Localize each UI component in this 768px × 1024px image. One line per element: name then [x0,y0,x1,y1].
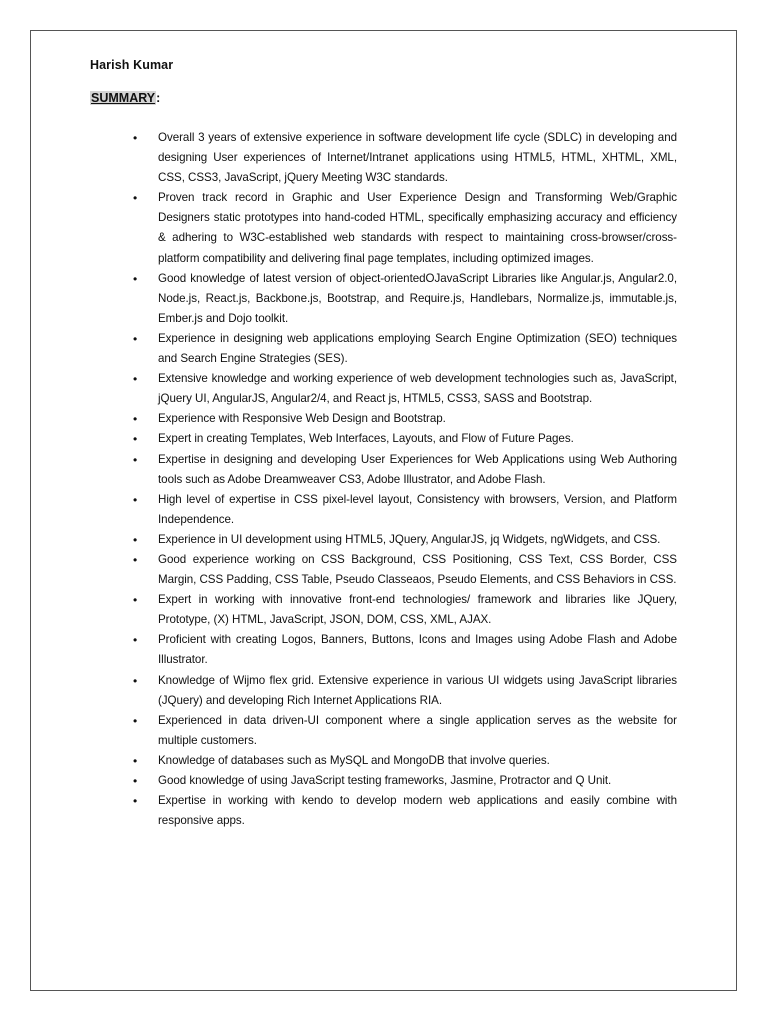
summary-item-text: Knowledge of Wijmo flex grid. Extensive experience in various UI widgets using JavaScript libraries (JQuery) and developing Rich Internet Applications RIA. [158,673,677,707]
bullet-icon: • [133,452,138,467]
bullet-icon: • [133,552,138,567]
bullet-icon: • [133,713,138,728]
bullet-icon: • [133,372,138,387]
bullet-icon: • [133,774,138,788]
bullet-icon: • [133,633,138,648]
summary-item [131,791,677,831]
summary-item [131,128,677,188]
summary-item [131,429,677,449]
bullet-icon: • [133,593,138,608]
summary-item-text: Expert in working with innovative front-end technologies/ framework and libraries like JQuery, Prototype, (X) HTML, JavaScript, JSON, DOM, CSS, XML, AJAX. [158,593,677,627]
summary-item [131,269,677,329]
bullet-icon: • [133,753,138,768]
summary-colon: : [156,91,161,105]
summary-item-text: High level of expertise in CSS pixel-level layout, Consistency with browsers, Version, and Platform Independence. [158,492,677,526]
summary-list [131,128,677,831]
bullet-icon: • [133,412,138,427]
bullet-icon: • [133,331,138,346]
bullet-icon: • [133,131,138,145]
summary-item-text: Expertise in designing and developing User Experiences for Web Applications using Web Authoring tools such as Adobe Dreamweaver CS3, Adobe Illustrator, and Adobe Flash. [158,452,677,486]
summary-item [131,530,677,550]
summary-item-text: Proven track record in Graphic and User Experience Design and Transforming Web/Graphic Designers static prototypes into hand-coded HTML, specifically emphasizing accuracy and efficiency & adhering to W3C-established web standards with respect to maintaining cross-browser/cross-platform compatibility and delivering final page templates, including optimized images. [158,191,677,265]
summary-item [131,550,677,590]
summary-item-text: Good knowledge of latest version of object-orientedOJavaScript Libraries like Angular.js, Angular2.0, Node.js, React.js, Backbone.js, Bootstrap, and Require.js, Handlebars, Normalize.js, immutable.js, Ember.js and Dojo toolkit. [158,271,677,325]
summary-item-text: Knowledge of databases such as MySQL and MongoDB that involve queries. [158,753,550,767]
summary-label: SUMMARY [91,91,156,105]
bullet-icon: • [133,432,138,447]
summary-item [131,450,677,490]
summary-item [131,188,677,268]
summary-item-text: Experienced in data driven-UI component where a single application serves as the website for multiple customers. [158,713,677,747]
summary-item-text: Experience with Responsive Web Design and Bootstrap. [158,412,446,426]
bullet-icon: • [133,673,138,688]
summary-item [131,329,677,369]
summary-item-text: Overall 3 years of extensive experience in software development life cycle (SDLC) in developing and designing User experiences of Internet/Intranet applications using HTML5, HTML, XHTML, XML, CSS, CSS3, JavaScript, jQuery Meeting W3C standards. [158,131,677,185]
summary-item-text: Experience in UI development using HTML5, JQuery, AngularJS, jq Widgets, ngWidgets, and CSS. [158,532,661,546]
bullet-icon: • [133,492,138,507]
resume-page [30,30,737,991]
summary-item-text: Expert in creating Templates, Web Interfaces, Layouts, and Flow of Future Pages. [158,432,574,446]
summary-item [131,490,677,530]
summary-item-text: Expertise in working with kendo to develop modern web applications and easily combine with responsive apps. [158,794,677,828]
summary-item-text: Good knowledge of using JavaScript testing frameworks, Jasmine, Protractor and Q Unit. [158,774,612,787]
summary-heading [90,91,160,105]
bullet-icon: • [133,271,138,286]
summary-item-text: Experience in designing web applications employing Search Engine Optimization (SEO) techniques and Search Engine Strategies (SES). [158,331,677,366]
bullet-icon: • [133,532,138,547]
summary-item-text: Good experience working on CSS Background, CSS Positioning, CSS Text, CSS Border, CSS Margin, CSS Padding, CSS Table, Pseudo Classeaos, Pseudo Elements, and CSS Behaviors in CSS. [158,552,677,587]
summary-item-text: Extensive knowledge and working experience of web development technologies such as, JavaScript, jQuery UI, AngularJS, Angular2/4, and React js, HTML5, CSS3, SASS and Bootstrap. [158,372,677,406]
summary-item [131,409,677,429]
summary-item [131,771,677,791]
bullet-icon: • [133,794,138,809]
summary-item [131,590,677,630]
candidate-name: Harish Kumar [90,58,174,72]
summary-item [131,630,677,670]
bullet-icon: • [133,191,138,206]
summary-item [131,711,677,751]
summary-item [131,369,677,409]
summary-item-text: Proficient with creating Logos, Banners, Buttons, Icons and Images using Adobe Flash and Adobe Illustrator. [158,633,677,667]
summary-item [131,671,677,711]
summary-item [131,751,677,771]
